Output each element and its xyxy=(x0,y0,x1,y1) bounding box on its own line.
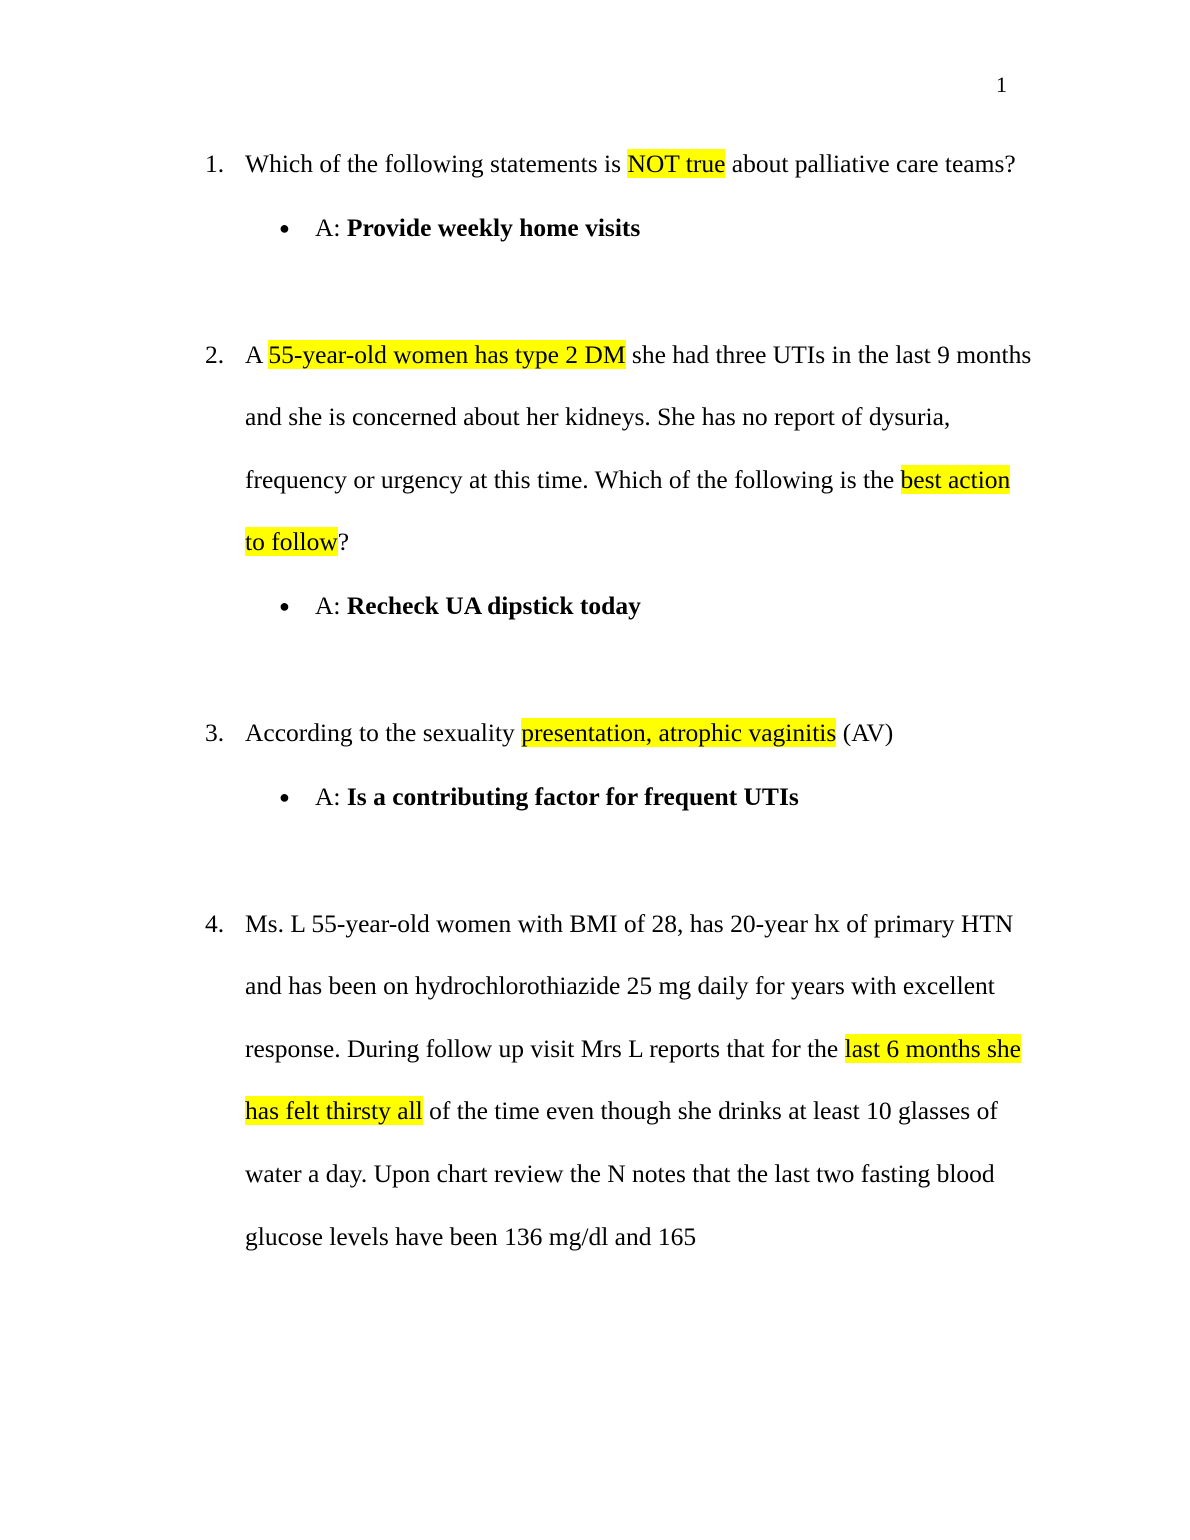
highlighted-text: presentation, atrophic vaginitis xyxy=(521,717,837,747)
question-3 xyxy=(205,702,1035,765)
question-text-part: she had three UTIs in the last 9 months and she is concerned about her kidneys. She has no report of dysuria, frequency or urgency at this time. Which of the following is the xyxy=(245,339,1032,494)
answer-1 xyxy=(279,196,1035,262)
question-number: 2. xyxy=(205,339,225,369)
question-text-part: ? xyxy=(337,527,350,557)
question-number: 1. xyxy=(205,149,225,178)
answer-text: Provide weekly home visits xyxy=(346,212,641,242)
question-text-part: Ms. L 55-year-old women with BMI of 28, has 20-year hx of primary HTN and has been on hydrochlorothiazide 25 mg daily for years with excellent response. During follow up visit Mrs L reports that for the xyxy=(245,908,1014,1063)
highlighted-text: 55-year-old women has type 2 DM xyxy=(268,339,626,369)
question-text xyxy=(245,324,1035,574)
question-text-part: Which of the following statements is xyxy=(245,149,628,178)
bullet-icon: ● xyxy=(279,217,290,238)
question-number: 4. xyxy=(205,908,225,938)
highlighted-text: best action to follow xyxy=(245,464,1011,557)
question-text-part: According to the sexuality xyxy=(245,717,522,747)
question-list xyxy=(205,133,1035,1268)
question-1 xyxy=(205,133,1035,196)
question-text-part: of the time even though she drinks at least 10 glasses of water a day. Upon chart review the N notes that the last two fasting blood glucose levels have been 136 mg/dl and 165 xyxy=(245,1096,998,1251)
question-2 xyxy=(205,324,1035,574)
answer-3 xyxy=(279,765,1035,831)
question-number: 3. xyxy=(205,717,225,747)
highlighted-text: last 6 months she has felt thirsty all xyxy=(245,1033,1021,1126)
answer-prefix: A: xyxy=(315,781,347,811)
question-text xyxy=(245,133,1035,196)
page-number: 1 xyxy=(996,72,1007,97)
bullet-icon: ● xyxy=(279,786,290,807)
question-text xyxy=(245,893,1035,1269)
highlighted-text: NOT true xyxy=(627,149,726,178)
question-text-part: (AV) xyxy=(836,717,894,747)
question-4 xyxy=(205,893,1035,1269)
question-text-part: about palliative care teams? xyxy=(725,149,1016,178)
answer-text: Is a contributing factor for frequent UTIs xyxy=(346,781,799,811)
answer-prefix: A: xyxy=(315,212,347,242)
answer-text: Recheck UA dipstick today xyxy=(346,590,641,620)
answer-prefix: A: xyxy=(315,590,347,620)
answer-2 xyxy=(279,574,1035,640)
bullet-icon: ● xyxy=(279,595,290,616)
question-text xyxy=(245,702,1035,765)
question-text-part: A xyxy=(245,339,269,369)
